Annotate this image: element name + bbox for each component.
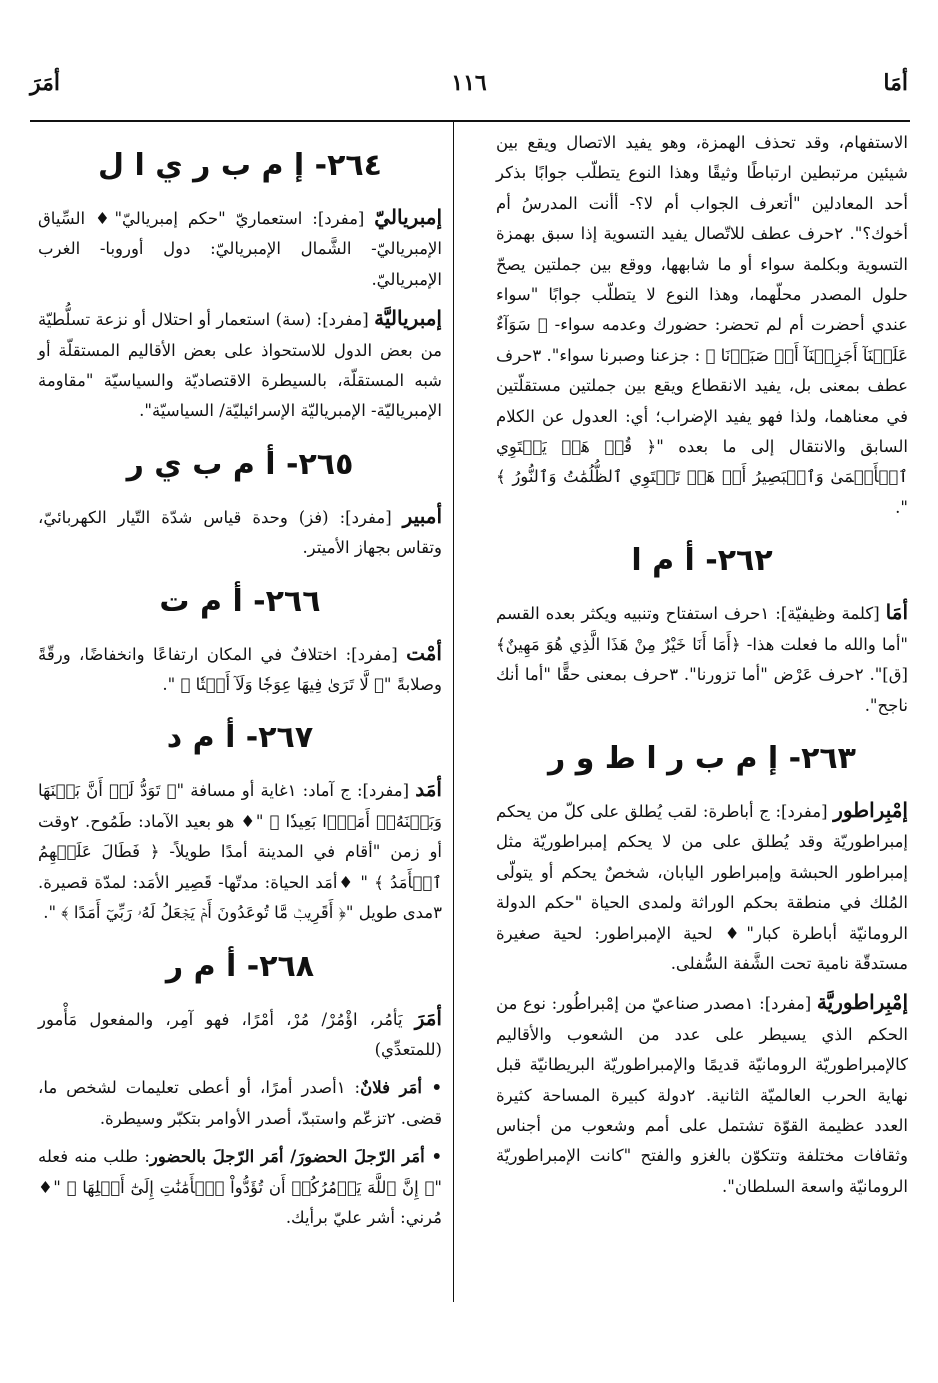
headword: أمَد: [415, 777, 442, 802]
definition: [مفرد]: اختلافٌ في المكان ارتفاعًا وانخفاضًا، ورقّةً وصلابةً "﴿ لَّا تَرَىٰ فِيهَا عِوَجٗا وَلَآ أَمۡتٗا ﴾ ".: [38, 644, 442, 695]
headword: إمبرياليّ: [374, 205, 442, 229]
entry-262: [496, 597, 908, 721]
definition: : ١أصدر أمرًا، أو أعطى تعليمات لشخص ما، قضى. ٢تزعّم واستبدّ، أصدر الأوامر بتكبّر وسيطرة.: [38, 1078, 442, 1128]
sense-head: • أمَر فلانٌ: [360, 1078, 443, 1098]
entry-268-sense-2: [38, 1142, 442, 1233]
entry-266: [38, 638, 442, 701]
definition: [مفرد]: ١مصدر صناعيّ من إمْبراطُور: نوع من الحكم الذي يسيطر على عدد من الشعوب والأقاليم كالإمبراطوريّة الرومانيّة قديمًا والإمبراطوريّة البريطانيّة قبل نهاية الحرب العالميّة الثانية. ٢دولة كبيرة المساحة كثيرة العدد عظيمة القوّة تشتمل على أمم وشعوب من أجناس وثقافات مختلفة وتتكوّن بالغزو والفتح "كانت الإمبراطوريّة الرومانيّة واسعة السلطان".: [496, 994, 908, 1196]
definition: [مفرد]: (فز) وحدة قياس شدّة التّيار الكهربائيّ، وتقاس بجهاز الأميتر.: [38, 507, 442, 558]
headword: إمْبِراطوريَّة: [816, 990, 908, 1015]
entry-263a: [496, 795, 908, 979]
entry-continuation: الاستفهام، وقد تحذف الهمزة، وهو يفيد الاتصال ويقع بين شيئين مرتبطين ارتباطًا وثيقًا وهذا النوع يتطلّب جوابًا بذكر أحد المعادلين "أتعرف الجواب أم لا؟- أأنت المدرسُ أم أخوك؟". ٢حرف عطف للاتّصال يفيد التسوية إذا سبق بهمزة التسوية وبكلمة سواء أو ما شابهها، ووقع بين جملتين يصحّ حلول المصدر محلّهما، وهذا النوع لا يتطلّب جوابًا "سواء عندي أحضرت أم لم تحضر: حضورك وعدمه سواء- ﴿ سَوَآءٌ عَلَيۡنَآ أَجَزِعۡنَآ أَمۡ صَبَرۡنَا ﴾ : جزعنا وصبرنا سواء". ٣حرف عطف بمعنى بل، يفيد الانقطاع ويقع بين جملتين مستقلّتين في معناهما، ولذا فهو يفيد الإضراب؛ أي: العدول عن الكلام السابق والانتقال إلى ما بعده "﴿ قُلۡ هَلۡ يَسۡتَوِي ٱلۡأَعۡمَىٰ وَٱلۡبَصِيرُ أَمۡ هَلۡ تَسۡتَوِي ٱلظُّلُمَٰتُ وَٱلنُّورُ ﴾ ".: [496, 133, 908, 517]
root-heading-267: ٢٦٧- أ م د: [166, 720, 314, 756]
sense-head: • أمَر الرّجلَ الحضورَ/ أمَر الرّجلَ بالحضور: [149, 1147, 442, 1167]
entry-263b: [496, 987, 908, 1202]
page-number: ١١٦: [451, 70, 487, 96]
entry-268-sense-1: [38, 1073, 442, 1134]
entry-268: [38, 1003, 442, 1066]
headword: إمْبِراطور: [833, 797, 908, 822]
entry-264b: [38, 303, 442, 427]
header-guide-word-left: أمَرَ: [30, 70, 61, 96]
definition: [مفرد]: ج أباطرة: لقب يُطلق على كلّ من يحكم إمبراطوريّة وقد يُطلق على من لا يحكم إمبراطوريّة مثل إمبراطور الحبشة وإمبراطور اليابان، شخصٌ يحكم أو يتولّى المُلك في منطقة بحكم الوراثة ولمدى الحياة "حكم الدولة الرومانيّة أباطرة كبار"♦ لحية الإمبراطور: لحية صغيرة مستدقّة نامية تحت الشَّفة السُّفلى.: [496, 801, 908, 973]
left-column: [38, 128, 442, 1241]
header-divider: [30, 120, 910, 122]
definition: [كلمة وظيفيّة]: ١حرف استفتاح وتنبيه ويكثر بعده القسم "أما والله ما فعلت هذا- ﴿أَمَا أَنَا خَيْرٌ مِنْ هَذَا الَّذِي هُوَ مَهِينٌ﴾ [ق]". ٢حرف عَرْض "أما تزورنا". ٣حرف بمعنى حقًّا "أما أنك ناجح".: [496, 604, 908, 715]
headword: أمبير: [402, 503, 442, 528]
root-heading-263: ٢٦٣- إ م ب ر ا ط و ر: [548, 740, 856, 776]
definition: [مفرد]: ج آماد: ١غاية أو مسافة "﴿ تَوَدُّ لَوۡ أَنَّ بَيۡنَهَا وَبَيۡنَهُۥٓ أَمَدَۢا بَعِيدٗا ﴾ "♦ هو بعيد الآماد: طَمُوح. ٢وقت أو زمن "أقام في المدينة أمدًا طويلاً- ﴿ فَطَالَ عَلَيۡهِمُ ٱلۡأَمَدُ ﴾ " ♦أمَد الحياة: مدتّها- قَصِير الأمَد: لمدّة قصيرة. ٣مدى طويل "﴿ أَقَرِيبٞ مَّا تُوعَدُونَ أَمۡ يَجۡعَلُ لَهُۥ رَبِّيٓ أَمَدًا ﴾ ".: [38, 781, 442, 923]
definition: [مفرد]: (سة) استعمار أو احتلال أو نزعة تسلُّطيّة من بعض الدول للاستحواذ على بعض الأقاليم المستقلّة أو شبه المستقلّة، بالسيطرة الاقتصاديّة والسياسيّة "مقاومة الإمبرياليّة- الإمبرياليّة الإسرائيليّة/ السياسيّة".: [38, 310, 442, 421]
root-heading-266: ٢٦٦- أ م ت: [159, 583, 321, 619]
right-column: [496, 128, 908, 1210]
entry-264a: [38, 202, 442, 295]
definition: يَأمُر، اؤْمُرْ/ مُرْ، أمْرًا، فهو آمِر، والمفعول مَأْمور (للمتعدِّي): [38, 1009, 442, 1059]
headword: أمَا: [885, 600, 909, 625]
headword: أمْت: [406, 640, 442, 665]
root-heading-262: ٢٦٢- أ م ا: [631, 543, 773, 579]
root-heading-264: ٢٦٤- إ م ب ر ي ا ل: [98, 148, 382, 183]
definition: [مفرد]: استعماريّ "حكم إمبرياليّ"♦ السِّياق الإمبرياليّ- الشَّمال الإمبرياليّ: دول أوروبا- الغرب الإمبرياليّ.: [38, 209, 442, 289]
root-heading-265: ٢٦٥- أ م ب ي ر: [126, 446, 354, 482]
column-divider: [453, 122, 454, 1302]
entry-267: [38, 774, 442, 928]
headword: إمبرياليَّة: [374, 306, 442, 331]
headword: أمَرَ: [414, 1005, 442, 1030]
header-guide-word-right: أمَا: [883, 70, 908, 96]
definition: : طلب منه فعله "﴿ إِنَّ ٱللَّهَ يَأۡمُرُكُمۡ أَن تُؤَدُّواْ ٱلۡأَمَٰنَٰتِ إِلَىٰٓ أَهۡلِهَا ﴾ "♦ مُرني: أشر عليّ برأيك.: [38, 1147, 442, 1227]
root-heading-268: ٢٦٨- أ م ر: [165, 948, 315, 984]
entry-265: [38, 501, 442, 564]
